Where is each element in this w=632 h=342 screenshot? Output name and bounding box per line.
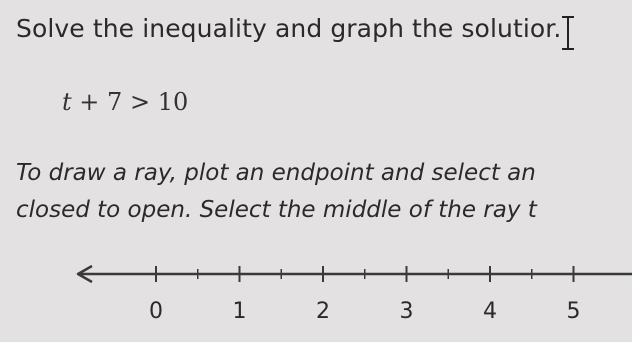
number-line-tick-label: 4 [483, 299, 497, 324]
instruction-line-2: closed to open. Select the middle of the ray t [16, 197, 537, 223]
number-line-tick-label: 2 [316, 299, 330, 324]
equation-plus: + [79, 88, 100, 116]
equation-variable: t [62, 88, 72, 116]
equation-rhs: 10 [157, 88, 189, 116]
problem-title-period: . [553, 14, 562, 43]
problem-title-text: Solve the inequality and graph the solutior [16, 14, 554, 43]
instruction-line-1: To draw a ray, plot an endpoint and select an [16, 160, 536, 186]
number-line-tick-label: 3 [399, 299, 414, 324]
number-line-tick-label: 5 [566, 299, 581, 324]
inequality-equation [62, 88, 188, 116]
equation-relation: > [129, 88, 151, 116]
number-line-tick-label: 0 [149, 299, 163, 324]
number-line-graph[interactable] [0, 252, 632, 342]
problem-title [16, 14, 561, 43]
equation-constant: 7 [107, 88, 123, 116]
number-line-tick-label: 1 [232, 299, 247, 324]
text-cursor-icon [560, 15, 576, 51]
